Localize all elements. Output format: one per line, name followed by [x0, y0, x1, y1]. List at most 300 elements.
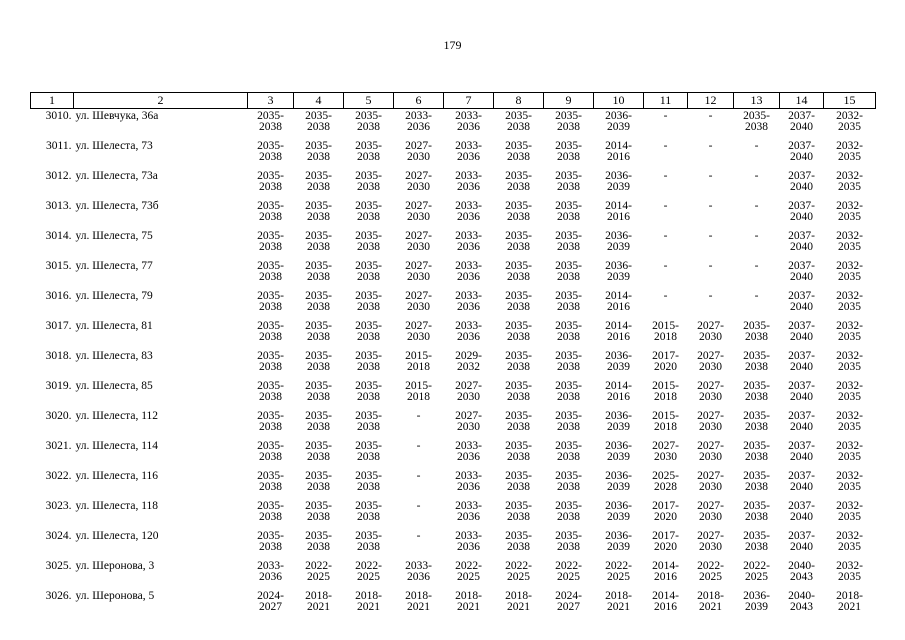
range-start: 2027-	[405, 290, 432, 302]
year-range-cell	[248, 499, 294, 529]
range-start: 2035-	[505, 500, 532, 512]
row-address: ул. Шелеста, 112	[75, 410, 159, 422]
range-end: 2035	[838, 330, 861, 343]
year-range-cell	[688, 319, 734, 349]
range-end: 2038	[357, 330, 380, 343]
range-end: 2030	[407, 300, 430, 313]
range-start: 2027-	[455, 380, 482, 392]
range-start: 2033-	[455, 440, 482, 452]
range-start: 2032-	[836, 560, 863, 572]
range-end: 2025	[307, 570, 330, 583]
range-end: 2040	[790, 300, 813, 313]
year-range-cell	[248, 469, 294, 499]
range-end: 2035	[838, 360, 861, 373]
row-number: 3015.	[45, 260, 72, 272]
range-start: 2035-	[305, 170, 332, 182]
year-range-cell	[344, 259, 394, 289]
row-address: ул. Шелеста, 85	[75, 380, 153, 392]
range-end: 2038	[745, 330, 768, 343]
year-range-cell	[824, 469, 876, 499]
year-range-cell	[344, 439, 394, 469]
range-end: 2038	[307, 420, 330, 433]
range-end: 2038	[357, 120, 380, 133]
year-range-cell	[494, 349, 544, 379]
range-end: 2038	[507, 270, 530, 283]
range-start: 2035-	[257, 440, 284, 452]
range-start: 2037-	[788, 140, 815, 152]
year-range-cell	[494, 379, 544, 409]
range-start: 2035-	[505, 170, 532, 182]
range-end: 2038	[357, 420, 380, 433]
year-range-cell	[444, 319, 494, 349]
year-range-cell	[644, 139, 688, 169]
range-start: 2027-	[697, 350, 724, 362]
table-row	[31, 589, 876, 619]
row-number: 3021.	[45, 440, 72, 452]
row-number: 3011.	[46, 140, 72, 152]
year-range-cell	[248, 199, 294, 229]
row-address: ул. Шелеста, 118	[75, 500, 159, 512]
range-start: 2035-	[355, 320, 382, 332]
year-range-cell	[594, 289, 644, 319]
year-range-cell	[248, 409, 294, 439]
range-start: 2035-	[305, 110, 332, 122]
range-end: 2038	[259, 420, 282, 433]
year-range-cell	[544, 229, 594, 259]
range-end: 2038	[745, 540, 768, 553]
year-range-cell	[688, 229, 734, 259]
range-start: 2035-	[505, 470, 532, 482]
year-range-cell	[544, 469, 594, 499]
range-end: 2038	[557, 330, 580, 343]
year-range-cell	[294, 109, 344, 140]
range-start: 2014-	[652, 560, 679, 572]
range-end: 2035	[838, 300, 861, 313]
range-end: 2039	[607, 510, 630, 523]
range-start: 2035-	[257, 110, 284, 122]
range-end: 2038	[745, 510, 768, 523]
range-start: 2035-	[355, 260, 382, 272]
year-range-cell	[248, 349, 294, 379]
range-end: 2038	[357, 300, 380, 313]
range-end: 2040	[790, 540, 813, 553]
range-end: 2038	[259, 150, 282, 163]
range-end: 2036	[457, 480, 480, 493]
year-range-cell	[494, 589, 544, 619]
year-range-cell	[824, 349, 876, 379]
range-end: 2030	[407, 150, 430, 163]
year-range-cell	[780, 559, 824, 589]
year-range-cell	[688, 589, 734, 619]
range-start: 2035-	[505, 140, 532, 152]
range-start: 2032-	[836, 110, 863, 122]
range-start: 2035-	[505, 530, 532, 542]
range-end: 2038	[259, 270, 282, 283]
year-range-cell	[444, 259, 494, 289]
range-end: 2016	[607, 390, 630, 403]
row-address: ул. Шелеста, 75	[75, 230, 153, 242]
year-range-cell	[688, 109, 734, 140]
range-end: 2025	[607, 570, 630, 583]
year-range-cell	[394, 229, 444, 259]
range-end: 2025	[699, 570, 722, 583]
range-start: -	[708, 140, 713, 152]
year-range-cell	[780, 529, 824, 559]
range-end: 2038	[507, 330, 530, 343]
range-end: 2038	[357, 390, 380, 403]
range-start: 2032-	[836, 230, 863, 242]
year-range-cell	[394, 349, 444, 379]
year-range-cell	[594, 499, 644, 529]
range-start: 2035-	[555, 500, 582, 512]
table-row	[31, 109, 876, 140]
range-end: 2040	[790, 210, 813, 223]
range-start: 2027-	[405, 230, 432, 242]
range-end: 2043	[790, 600, 813, 613]
year-range-cell	[824, 169, 876, 199]
range-start: 2018-	[455, 590, 482, 602]
range-end: 2035	[838, 240, 861, 253]
header-cell-3: 3	[248, 93, 294, 109]
range-start: 2035-	[355, 410, 382, 422]
range-end: 2038	[357, 240, 380, 253]
range-end: 2038	[307, 540, 330, 553]
range-start: -	[663, 110, 668, 122]
range-end: 2038	[507, 300, 530, 313]
range-start: 2035-	[505, 320, 532, 332]
range-end: 2038	[307, 360, 330, 373]
year-range-cell	[544, 169, 594, 199]
range-end: 2038	[259, 330, 282, 343]
year-range-cell	[780, 349, 824, 379]
range-end: 2038	[507, 540, 530, 553]
range-end: 2038	[557, 210, 580, 223]
range-end: 2021	[407, 600, 430, 613]
year-range-cell	[494, 289, 544, 319]
range-start: 2014-	[652, 590, 679, 602]
range-start: 2040-	[788, 590, 815, 602]
table-row	[31, 259, 876, 289]
year-range-cell	[294, 409, 344, 439]
range-start: 2014-	[605, 320, 632, 332]
year-range-cell	[494, 229, 544, 259]
range-start: 2022-	[455, 560, 482, 572]
year-range-cell	[644, 499, 688, 529]
year-range-cell	[594, 349, 644, 379]
year-range-cell	[494, 409, 544, 439]
range-end: 2027	[557, 600, 580, 613]
year-range-cell	[644, 559, 688, 589]
year-range-cell	[780, 229, 824, 259]
range-end: 2040	[790, 150, 813, 163]
range-start: 2035-	[305, 260, 332, 272]
table-row	[31, 379, 876, 409]
year-range-cell	[494, 139, 544, 169]
range-start: 2015-	[652, 380, 679, 392]
range-end: 2038	[507, 450, 530, 463]
range-end: 2039	[607, 180, 630, 193]
range-start: 2027-	[405, 320, 432, 332]
year-range-cell	[294, 229, 344, 259]
range-start: 2032-	[836, 200, 863, 212]
year-range-cell	[394, 169, 444, 199]
range-start: 2037-	[788, 260, 815, 272]
range-end: 2038	[745, 390, 768, 403]
year-range-cell	[644, 439, 688, 469]
year-range-cell	[594, 559, 644, 589]
range-start: 2035-	[355, 470, 382, 482]
range-end: 2030	[699, 540, 722, 553]
range-start: 2036-	[605, 230, 632, 242]
range-end: 2038	[307, 270, 330, 283]
range-start: 2037-	[788, 500, 815, 512]
range-start: 2035-	[257, 320, 284, 332]
range-start: 2035-	[257, 200, 284, 212]
year-range-cell	[344, 529, 394, 559]
schedule-table	[30, 92, 876, 619]
year-range-cell	[594, 589, 644, 619]
range-start: 2035-	[555, 440, 582, 452]
range-end: 2016	[654, 600, 677, 613]
year-range-cell	[294, 499, 344, 529]
range-start: -	[663, 290, 668, 302]
range-start: 2017-	[652, 350, 679, 362]
range-end: 2030	[407, 330, 430, 343]
year-range-cell	[594, 259, 644, 289]
range-end: 2021	[357, 600, 380, 613]
table-row	[31, 169, 876, 199]
row-number: 3020.	[45, 410, 72, 422]
range-start: 2024-	[555, 590, 582, 602]
range-end: 2035	[838, 270, 861, 283]
year-range-cell	[444, 409, 494, 439]
range-start: 2037-	[788, 320, 815, 332]
year-range-cell	[344, 589, 394, 619]
range-end: 2039	[745, 600, 768, 613]
range-start: 2036-	[605, 110, 632, 122]
year-range-cell	[248, 589, 294, 619]
range-start: 2035-	[257, 410, 284, 422]
year-range-cell	[734, 589, 780, 619]
year-range-cell	[544, 559, 594, 589]
year-range-cell	[294, 439, 344, 469]
table-row	[31, 529, 876, 559]
year-range-cell	[544, 199, 594, 229]
range-start: 2035-	[257, 470, 284, 482]
range-end: 2038	[507, 360, 530, 373]
range-start: 2035-	[743, 470, 770, 482]
year-range-cell	[688, 139, 734, 169]
range-end: 2038	[307, 210, 330, 223]
range-end: 2038	[307, 240, 330, 253]
year-range-cell	[248, 289, 294, 319]
range-start: 2033-	[455, 170, 482, 182]
range-end: 2035	[838, 180, 861, 193]
year-range-cell	[780, 289, 824, 319]
range-end: 2038	[307, 450, 330, 463]
range-end: 2038	[745, 450, 768, 463]
range-end: 2038	[745, 360, 768, 373]
range-start: 2035-	[355, 140, 382, 152]
range-end: 2038	[357, 540, 380, 553]
year-range-cell	[734, 559, 780, 589]
row-number: 3022.	[45, 470, 72, 482]
range-end: 2032	[457, 360, 480, 373]
range-start: 2032-	[836, 380, 863, 392]
range-start: 2035-	[257, 170, 284, 182]
range-start: 2035-	[305, 350, 332, 362]
year-range-cell	[734, 499, 780, 529]
range-start: 2022-	[697, 560, 724, 572]
row-address: ул. Шелеста, 81	[75, 320, 153, 332]
range-end: 2018	[654, 390, 677, 403]
row-address: ул. Шелеста, 79	[75, 290, 153, 302]
range-end: 2038	[745, 120, 768, 133]
year-range-cell	[394, 439, 444, 469]
range-end: 2038	[507, 510, 530, 523]
range-end: 2036	[457, 300, 480, 313]
header-cell-1: 1	[31, 93, 74, 109]
year-range-cell	[780, 109, 824, 140]
range-start: 2036-	[605, 500, 632, 512]
year-range-cell	[594, 199, 644, 229]
range-end: 2038	[357, 210, 380, 223]
row-number: 3010.	[45, 110, 72, 122]
range-end: 2018	[407, 390, 430, 403]
range-end: 2036	[457, 210, 480, 223]
range-end: 2035	[838, 150, 861, 163]
range-start: -	[708, 200, 713, 212]
range-start: 2036-	[605, 530, 632, 542]
range-end: 2039	[607, 120, 630, 133]
year-range-cell	[444, 169, 494, 199]
range-start: 2035-	[355, 380, 382, 392]
year-range-cell	[734, 259, 780, 289]
range-start: 2035-	[555, 530, 582, 542]
range-end: 2038	[507, 240, 530, 253]
range-end: 2038	[307, 300, 330, 313]
year-range-cell	[344, 199, 394, 229]
range-start: 2033-	[455, 530, 482, 542]
year-range-cell	[594, 229, 644, 259]
year-range-cell	[294, 529, 344, 559]
range-end: 2035	[838, 120, 861, 133]
header-cell-7: 7	[444, 93, 494, 109]
year-range-cell	[824, 109, 876, 140]
year-range-cell	[248, 139, 294, 169]
range-start: 2027-	[455, 410, 482, 422]
range-start: 2035-	[355, 200, 382, 212]
table-row	[31, 199, 876, 229]
year-range-cell	[734, 529, 780, 559]
range-start: 2035-	[505, 110, 532, 122]
range-end: 2038	[357, 480, 380, 493]
range-end: 2040	[790, 390, 813, 403]
range-start: 2033-	[405, 560, 432, 572]
year-range-cell	[444, 499, 494, 529]
row-address: ул. Шелеста, 83	[75, 350, 153, 362]
range-start: 2035-	[743, 530, 770, 542]
year-range-cell	[444, 379, 494, 409]
range-end: 2018	[654, 420, 677, 433]
year-range-cell	[824, 139, 876, 169]
range-start: 2035-	[555, 170, 582, 182]
range-start: 2022-	[743, 560, 770, 572]
year-range-cell	[688, 349, 734, 379]
range-end: 2038	[307, 480, 330, 493]
year-range-cell	[824, 289, 876, 319]
range-start: -	[663, 200, 668, 212]
range-start: 2035-	[355, 350, 382, 362]
range-end: 2016	[607, 150, 630, 163]
range-end: 2035	[838, 420, 861, 433]
range-start: 2035-	[305, 380, 332, 392]
year-range-cell	[344, 499, 394, 529]
range-end: 2038	[307, 180, 330, 193]
range-start: 2035-	[505, 200, 532, 212]
range-start: -	[754, 290, 759, 302]
range-start: 2035-	[257, 290, 284, 302]
year-range-cell	[688, 289, 734, 319]
year-range-cell	[248, 439, 294, 469]
year-range-cell	[294, 199, 344, 229]
year-range-cell	[544, 349, 594, 379]
year-range-cell	[344, 379, 394, 409]
year-range-cell	[344, 319, 394, 349]
year-range-cell	[780, 469, 824, 499]
year-range-cell	[824, 409, 876, 439]
header-cell-11: 11	[644, 93, 688, 109]
range-start: 2015-	[652, 320, 679, 332]
range-end: 2038	[307, 390, 330, 403]
range-start: -	[754, 200, 759, 212]
range-end: 2021	[307, 600, 330, 613]
row-address: ул. Шеронова, 5	[75, 590, 155, 602]
year-range-cell	[394, 589, 444, 619]
year-range-cell	[594, 379, 644, 409]
range-start: 2032-	[836, 470, 863, 482]
page-number: 179	[443, 38, 462, 52]
range-start: 2035-	[505, 380, 532, 392]
range-start: 2037-	[788, 410, 815, 422]
year-range-cell	[734, 349, 780, 379]
range-start: 2017-	[652, 500, 679, 512]
range-start: 2035-	[355, 230, 382, 242]
range-start: 2036-	[743, 590, 770, 602]
year-range-cell	[780, 169, 824, 199]
year-range-cell	[734, 199, 780, 229]
range-start: 2027-	[405, 260, 432, 272]
range-end: 2020	[654, 540, 677, 553]
range-start: 2032-	[836, 440, 863, 452]
year-range-cell	[544, 289, 594, 319]
year-range-cell	[394, 319, 444, 349]
range-start: 2035-	[555, 350, 582, 362]
range-start: 2018-	[355, 590, 382, 602]
range-start: 2029-	[455, 350, 482, 362]
year-range-cell	[344, 289, 394, 319]
table-body	[31, 109, 876, 620]
range-end: 2035	[838, 390, 861, 403]
range-start: 2014-	[605, 140, 632, 152]
header-cell-6: 6	[394, 93, 444, 109]
range-start: 2035-	[555, 140, 582, 152]
row-address: ул. Шелеста, 73б	[75, 200, 159, 212]
range-start: 2035-	[257, 530, 284, 542]
range-start: 2035-	[355, 110, 382, 122]
range-end: 2038	[259, 360, 282, 373]
year-range-cell	[644, 289, 688, 319]
